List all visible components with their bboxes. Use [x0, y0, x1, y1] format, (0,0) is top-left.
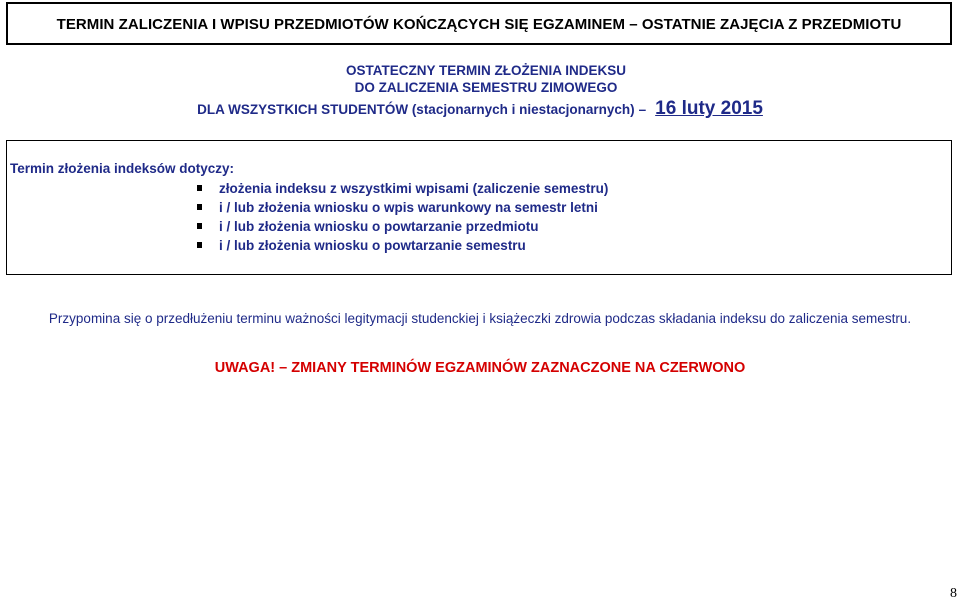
list-item-text: i / lub złożenia wniosku o powtarzanie semestru — [219, 238, 526, 253]
info-list — [197, 179, 608, 255]
square-bullet-icon — [197, 223, 202, 229]
list-item — [197, 236, 608, 255]
square-bullet-icon — [197, 185, 202, 191]
list-item — [197, 198, 608, 217]
list-item-text: złożenia indeksu z wszystkimi wpisami (zaliczenie semestru) — [219, 181, 609, 196]
info-box — [6, 140, 952, 275]
deadline-line-3 — [0, 98, 960, 120]
deadline-audience: DLA WSZYSTKICH STUDENTÓW (stacjonarnych i niestacjonarnych) — [197, 102, 635, 117]
warning-text: UWAGA! – ZMIANY TERMINÓW EGZAMINÓW ZAZNACZONE NA CZERWONO — [214, 360, 746, 376]
deadline-line-1: OSTATECZNY TERMIN ZŁOŻENIA INDEKSU — [346, 63, 626, 78]
page-number: 8 — [950, 586, 957, 601]
deadline-line-2: DO ZALICZENIA SEMESTRU ZIMOWEGO — [354, 80, 618, 95]
title-box — [6, 2, 952, 45]
square-bullet-icon — [197, 204, 202, 210]
list-item-text: i / lub złożenia wniosku o powtarzanie przedmiotu — [219, 219, 539, 234]
info-heading: Termin złożenia indeksów dotyczy: — [10, 161, 235, 176]
reminder-text: Przypomina się o przedłużeniu terminu ważności legitymacji studenckiej i książeczki zdrowia podczas składania indeksu do zaliczenia semestru. — [48, 311, 912, 326]
deadline-dash: – — [638, 102, 647, 117]
list-item — [197, 179, 608, 198]
deadline-date: 16 luty 2015 — [655, 98, 763, 119]
page-title: TERMIN ZALICZENIA I WPISU PRZEDMIOTÓW KOŃCZĄCYCH SIĘ EGZAMINEM – OSTATNIE ZAJĘCIA Z PRZEDMIOTU — [56, 16, 902, 33]
square-bullet-icon — [197, 242, 202, 248]
list-item-text: i / lub złożenia wniosku o wpis warunkowy na semestr letni — [219, 200, 598, 215]
list-item — [197, 217, 608, 236]
